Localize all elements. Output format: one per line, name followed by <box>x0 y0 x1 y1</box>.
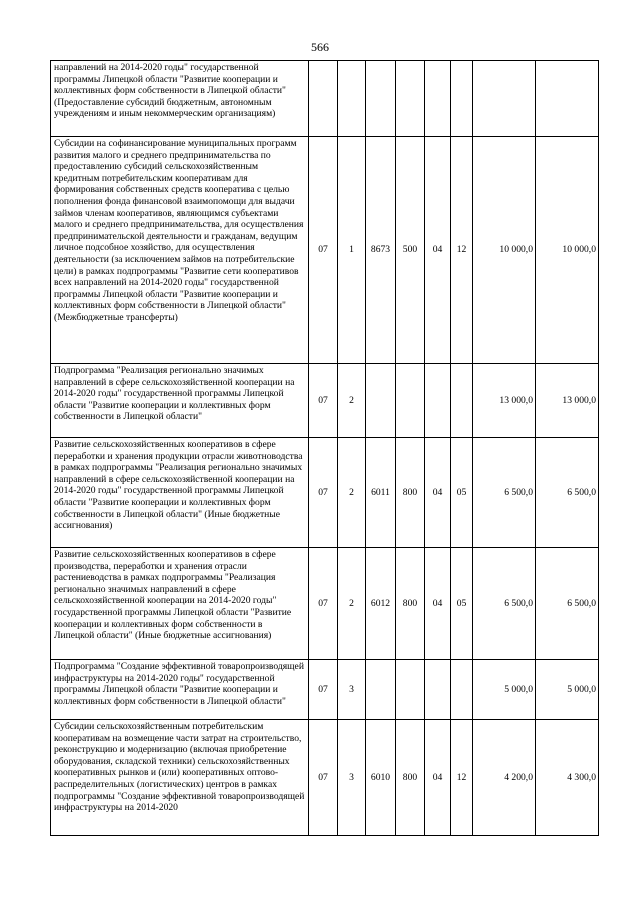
amount-first: 6 500,0 <box>473 438 536 548</box>
amount-first: 5 000,0 <box>473 660 536 720</box>
section-code <box>425 660 451 720</box>
subsection-code: 12 <box>451 720 473 836</box>
amount-second <box>536 61 599 137</box>
direction-code: 6010 <box>366 720 396 836</box>
direction-code: 6012 <box>366 548 396 660</box>
subprogram-code: 2 <box>338 438 366 548</box>
row-description: направлений на 2014-2020 годы" государственной программы Липецкой области "Развитие кооперации и коллективных форм собственности в Липецкой области" (Предоставление субсидий бюджетным, автономным учреждениям и иным некоммерческим организациям) <box>51 61 309 137</box>
amount-second: 4 300,0 <box>536 720 599 836</box>
row-description: Подпрограмма "Создание эффективной товаропроизводящей инфраструктуры на 2014-2020 годы" государственной программы Липецкой области "Развитие кооперации и коллективных форм собственности в Липецкой области" <box>51 660 309 720</box>
row-description: Субсидии сельскохозяйственным потребительским кооперативам на возмещение части затрат на строительство, реконструкцию и модернизацию (включая приобретение оборудования, складской техники) сельскохозяйственных кооперативных рынков и (или) кооперативных оптово-распределительных (логистических) центров в рамках подпрограммы "Создание эффективной товаропроизводящей инфраструктуры на 2014-2020 <box>51 720 309 836</box>
direction-code <box>366 364 396 438</box>
table-row <box>51 364 599 438</box>
table-row <box>51 137 599 364</box>
section-code: 04 <box>425 548 451 660</box>
subprogram-code: 3 <box>338 660 366 720</box>
amount-first: 4 200,0 <box>473 720 536 836</box>
table-row <box>51 660 599 720</box>
table-row <box>51 720 599 836</box>
subprogram-code: 2 <box>338 364 366 438</box>
table-row <box>51 438 599 548</box>
amount-first: 6 500,0 <box>473 548 536 660</box>
section-code <box>425 364 451 438</box>
expense-type-code <box>396 364 425 438</box>
expense-type-code <box>396 61 425 137</box>
page-number: 566 <box>311 40 329 54</box>
program-code: 07 <box>309 137 338 364</box>
row-description: Развитие сельскохозяйственных кооперативов в сфере производства, переработки и хранения отрасли растениеводства в рамках подпрограммы "Реализация регионально значимых направлений в сфере сельскохозяйственной кооперации на 2014-2020 годы" государственной программы Липецкой области "Развитие кооперации и коллективных форм собственности в Липецкой области" (Иные бюджетные ассигнования) <box>51 548 309 660</box>
program-code: 07 <box>309 720 338 836</box>
expense-type-code: 800 <box>396 438 425 548</box>
program-code: 07 <box>309 660 338 720</box>
subsection-code: 05 <box>451 548 473 660</box>
section-code: 04 <box>425 720 451 836</box>
subprogram-code: 3 <box>338 720 366 836</box>
amount-first: 13 000,0 <box>473 364 536 438</box>
expense-type-code: 800 <box>396 720 425 836</box>
section-code: 04 <box>425 137 451 364</box>
subprogram-code: 2 <box>338 548 366 660</box>
expense-type-code <box>396 660 425 720</box>
amount-first: 10 000,0 <box>473 137 536 364</box>
program-code <box>309 61 338 137</box>
subsection-code: 12 <box>451 137 473 364</box>
amount-first <box>473 61 536 137</box>
direction-code: 8673 <box>366 137 396 364</box>
subprogram-code: 1 <box>338 137 366 364</box>
table-row <box>51 548 599 660</box>
program-code: 07 <box>309 364 338 438</box>
direction-code <box>366 61 396 137</box>
subsection-code <box>451 61 473 137</box>
subsection-code <box>451 660 473 720</box>
section-code: 04 <box>425 438 451 548</box>
amount-second: 6 500,0 <box>536 438 599 548</box>
budget-table <box>50 60 599 836</box>
row-description: Субсидии на софинансирование муниципальных программ развития малого и среднего предпринимательства по предоставлению субсидий сельскохозяйственным кредитным потребительским кооперативам для формирования собственных средств кооператива с целью пополнения фонда финансовой взаимопомощи для выдачи займов членам кооперативов, являющимся субъектами малого и среднего предпринимательства, для осуществления предпринимательской деятельности и гражданам, ведущим личное подсобное хозяйство, для осуществления деятельности (за исключением займов на потребительские цели) в рамках подпрограммы "Развитие сети кооперативов всех направлений на 2014-2020 годы" государственной программы Липецкой области "Развитие кооперации и коллективных форм собственности в Липецкой области" (Межбюджетные трансферты) <box>51 137 309 364</box>
direction-code <box>366 660 396 720</box>
table-row <box>51 61 599 137</box>
row-description: Развитие сельскохозяйственных кооперативов в сфере переработки и хранения продукции отрасли животноводства в рамках подпрограммы "Реализация регионально значимых направлений в сфере сельскохозяйственной кооперации на 2014-2020 годы" государственной программы Липецкой области "Развитие кооперации и коллективных форм собственности в Липецкой области" (Иные бюджетные ассигнования) <box>51 438 309 548</box>
amount-second: 5 000,0 <box>536 660 599 720</box>
expense-type-code: 500 <box>396 137 425 364</box>
direction-code: 6011 <box>366 438 396 548</box>
program-code: 07 <box>309 438 338 548</box>
section-code <box>425 61 451 137</box>
subprogram-code <box>338 61 366 137</box>
subsection-code: 05 <box>451 438 473 548</box>
amount-second: 13 000,0 <box>536 364 599 438</box>
subsection-code <box>451 364 473 438</box>
row-description: Подпрограмма "Реализация регионально значимых направлений в сфере сельскохозяйственной кооперации на 2014-2020 годы" государственной программы Липецкой области "Развитие кооперации и коллективных форм собственности в Липецкой области" <box>51 364 309 438</box>
expense-type-code: 800 <box>396 548 425 660</box>
amount-second: 10 000,0 <box>536 137 599 364</box>
amount-second: 6 500,0 <box>536 548 599 660</box>
program-code: 07 <box>309 548 338 660</box>
